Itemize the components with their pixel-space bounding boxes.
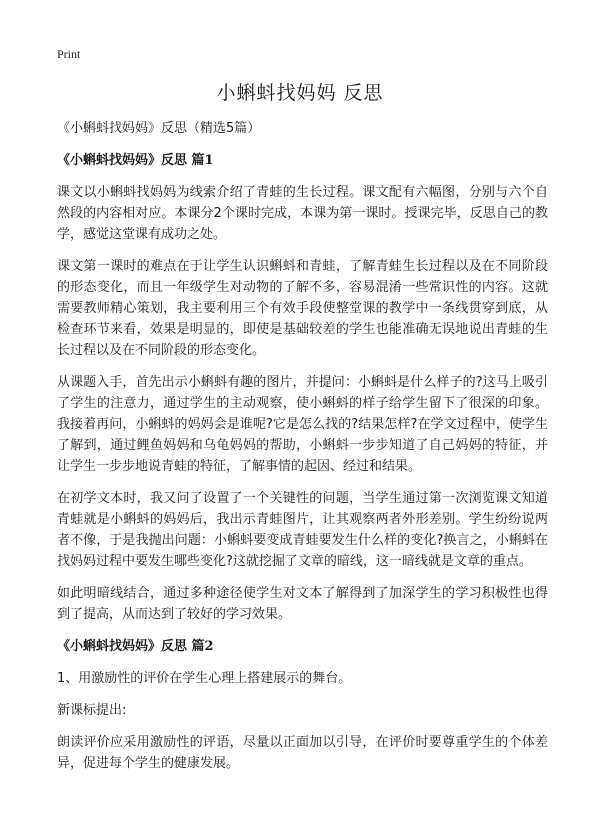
document-title: 小蝌蚪找妈妈 反思: [216, 82, 384, 104]
paragraph: 从课题入手，首先出示小蝌蚪有趣的图片，并提问：小蝌蚪是什么样子的?这马上吸引了学生的注意力，通过学生的主动观察，使小蝌蚪的样子给学生留下了很深的印象。我接着再问，小蝌蚪的妈妈会是谁呢?它是怎么找的?结果怎样?在学文过程中，使学生了解到，通过鲤鱼妈妈和乌龟妈妈的帮助，小蝌蚪一步步知道了自己妈妈的特征，并让学生一步步地说青蛙的特征，了解事情的起因、经过和结果。: [57, 375, 548, 474]
paragraph: 在初学文本时，我又问了设置了一个关键性的问题，当学生通过第一次浏览课文知道青蛙就是小蝌蚪的妈妈后，我出示青蛙图片，让其观察两者外形差别。学生纷纷说两者不像，于是我抛出问题：小蝌蚪要变成青蛙要发生什么样的变化?换言之，小蝌蚪在找妈妈过程中要发生哪些变化?这就挖掘了文章的暗线，这一暗线就是文章的重点。: [57, 491, 548, 569]
paragraph: 如此明暗线结合，通过多种途径使学生对文本了解得到了加深学生的学习积极性也得到了提高，从而达到了较好的学习效果。: [57, 586, 548, 622]
section-heading: 《小蝌蚪找妈妈》反思 篇2: [57, 639, 214, 654]
paragraph: 课文以小蝌蚪找妈妈为线索介绍了青蛙的生长过程。课文配有六幅图，分别与六个自然段的内容相对应。本课分2个课时完成，本课为第一课时。授课完毕，反思自己的教学，感觉这堂课有成功之处。: [57, 185, 548, 242]
section-2: [57, 636, 548, 774]
paragraph: 1、用激励性的评价在学生心理上搭建展示的舞台。: [57, 671, 352, 686]
paragraph: 课文第一课时的难点在于让学生认识蝌蚪和青蛙，了解青蛙生长过程以及在不同阶段的形态变化，而且一年级学生对动物的了解不多，容易混淆一些常识性的内容。这就需要教师精心策划，我主要利用三个有效手段使整堂课的教学中一条线贯穿到底，从检查环节来看，效果是明显的，即使是基础较差的学生也能准确无误地说出青蛙的生长过程以及在不同阶段的形态变化。: [57, 259, 548, 358]
paragraph: 新课标提出:: [57, 703, 127, 718]
section-1: [57, 150, 548, 625]
document-body: [57, 118, 548, 785]
document-subtitle: 《小蝌蚪找妈妈》反思（精选5篇）: [57, 121, 261, 136]
paragraph: 朗读评价应采用激励性的评语，尽量以正面加以引导，在评价时要尊重学生的个体差异，促进每个学生的健康发展。: [57, 735, 548, 771]
print-label: Print: [57, 47, 81, 61]
section-heading: 《小蝌蚪找妈妈》反思 篇1: [57, 153, 214, 168]
